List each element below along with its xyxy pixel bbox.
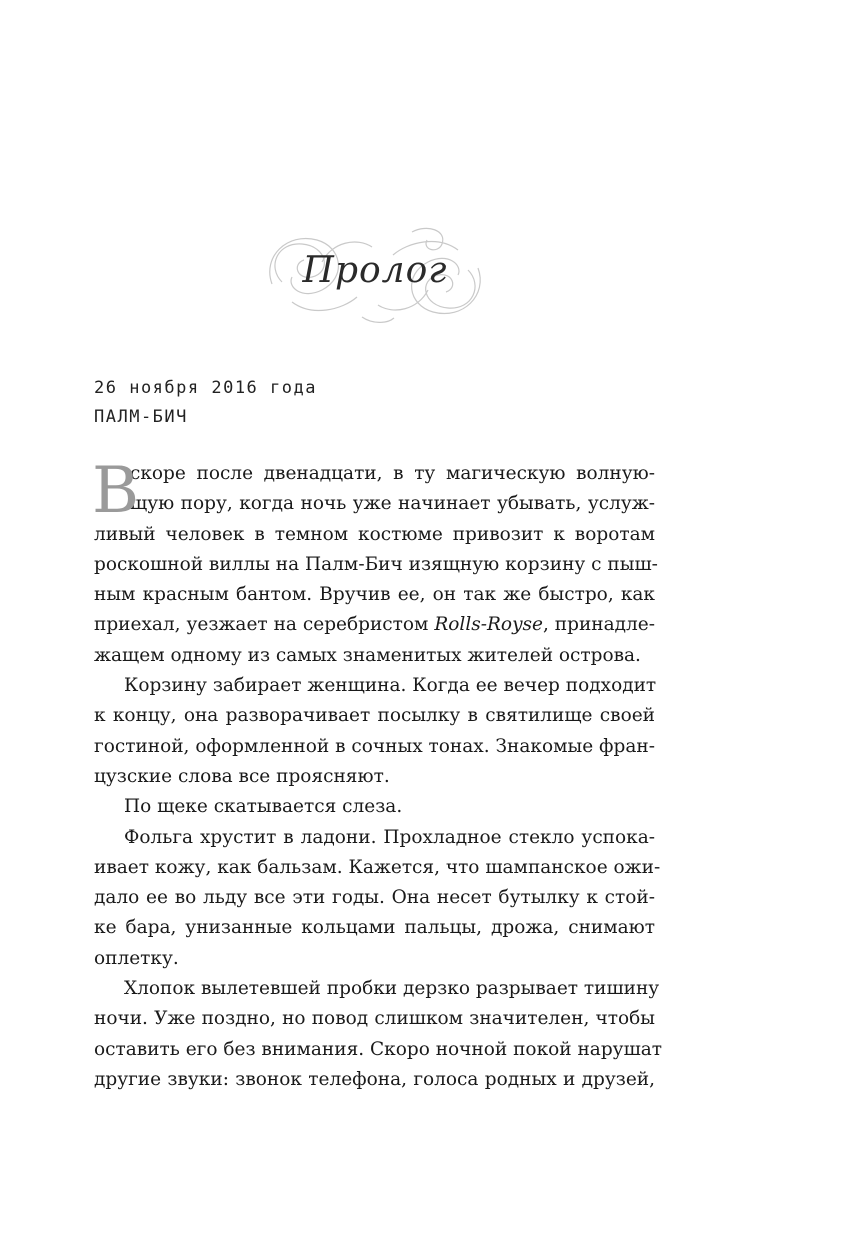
body-line: дало ее во льду все эти годы. Она несет бутылку к стой- [94, 887, 655, 909]
body-line: другие звуки: звонок телефона, голоса родных и друзей, [94, 1068, 655, 1090]
body-line: ночи. Уже поздно, но повод слишком значителен, чтобы [94, 1008, 655, 1030]
dateline-date: 26 ноября 2016 года [94, 378, 317, 398]
body-line: Хлопок вылетевшей пробки дерзко разрывает тишину [124, 978, 660, 1000]
body-line: скоре после двенадцати, в ту магическую волную- [130, 463, 655, 484]
body-line-start: приехал, уезжает на серебристом [94, 614, 435, 636]
body-line: оплетку. [94, 947, 179, 969]
body-line [94, 610, 655, 640]
body-line: Корзину забирает женщина. Когда ее вечер подходит [124, 675, 657, 697]
body-line: По щеке скатывается слеза. [124, 796, 403, 818]
dateline [94, 374, 317, 432]
body-line: Фольга хрустит в ладони. Прохладное стекло успока- [124, 826, 655, 848]
body-line: к концу, она разворачивает посылку в святилище своей [94, 705, 655, 727]
brand-name: Rolls-Royse [434, 614, 543, 636]
dateline-place: ПАЛМ-БИЧ [94, 407, 188, 427]
chapter-title: Пролог [302, 250, 448, 291]
body-line: ивает кожу, как бальзам. Кажется, что шампанское ожи- [94, 856, 661, 878]
body-line-end: , принадле- [542, 614, 655, 636]
body-line: щую пору, когда ночь уже начинает убывать, услуж- [130, 493, 655, 515]
body-line: ке бара, унизанные кольцами пальцы, дрожа, снимают [94, 917, 655, 939]
body-line: гостиной, оформленной в сочных тонах. Знакомые фран- [94, 735, 655, 757]
body-line: жащем одному из самых знаменитых жителей острова. [94, 644, 641, 666]
body-line: ливый человек в темном костюме привозит к воротам [94, 523, 655, 545]
body-line: оставить его без внимания. Скоро ночной покой нарушат [94, 1038, 663, 1060]
body-line: цузские слова все проясняют. [94, 765, 390, 787]
body-line: роскошной виллы на Палм-Бич изящную корзину с пыш- [94, 553, 658, 575]
chapter-body [92, 454, 663, 1095]
body-line: ным красным бантом. Вручив ее, он так же быстро, как [94, 584, 655, 606]
drop-cap: В [92, 454, 140, 528]
